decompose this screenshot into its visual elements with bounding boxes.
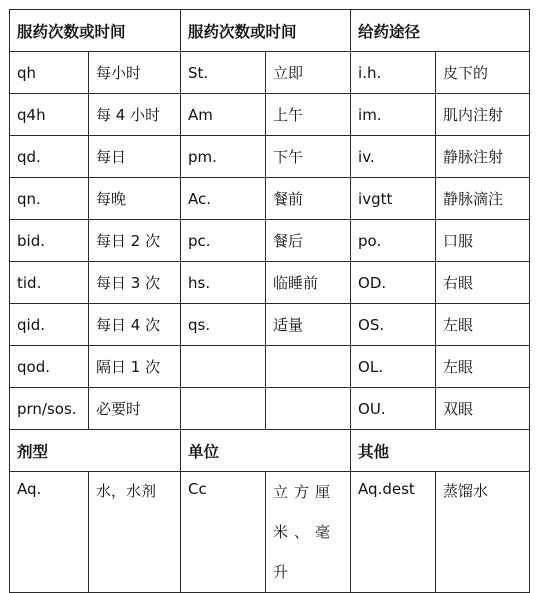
table-cell: Cc bbox=[181, 472, 266, 593]
table-cell: 左眼 bbox=[436, 304, 530, 346]
table-cell: bid. bbox=[10, 220, 89, 262]
table-cell: 静脉注射 bbox=[436, 136, 530, 178]
table-cell: 每小时 bbox=[89, 52, 181, 94]
table-cell: prn/sos. bbox=[10, 388, 89, 430]
table-cell bbox=[181, 388, 266, 430]
table-cell: 皮下的 bbox=[436, 52, 530, 94]
table-row bbox=[10, 304, 530, 346]
table-cell: 临睡前 bbox=[266, 262, 351, 304]
table-cell: 肌内注射 bbox=[436, 94, 530, 136]
table-cell: OS. bbox=[351, 304, 436, 346]
table-cell: 上午 bbox=[266, 94, 351, 136]
table-row bbox=[10, 346, 530, 388]
table-cell: q4h bbox=[10, 94, 89, 136]
table-cell: 每日 4 次 bbox=[89, 304, 181, 346]
table-cell: St. bbox=[181, 52, 266, 94]
table-row bbox=[10, 52, 530, 94]
table-cell bbox=[266, 346, 351, 388]
table-cell: qn. bbox=[10, 178, 89, 220]
table-cell: 立方厘米、毫升 bbox=[266, 472, 351, 593]
header-row bbox=[10, 10, 530, 52]
header-frequency-2: 服药次数或时间 bbox=[181, 10, 351, 52]
table-cell: 立即 bbox=[266, 52, 351, 94]
header-unit: 单位 bbox=[181, 430, 351, 472]
table-row bbox=[10, 94, 530, 136]
table-cell: 双眼 bbox=[436, 388, 530, 430]
table-cell: 水，水剂 bbox=[89, 472, 181, 593]
table-cell: 右眼 bbox=[436, 262, 530, 304]
table-cell: 适量 bbox=[266, 304, 351, 346]
table-cell: 每日 bbox=[89, 136, 181, 178]
header-frequency-1: 服药次数或时间 bbox=[10, 10, 181, 52]
table-cell: 餐后 bbox=[266, 220, 351, 262]
table-cell: Ac. bbox=[181, 178, 266, 220]
header-dosage-form: 剂型 bbox=[10, 430, 181, 472]
table-row bbox=[10, 262, 530, 304]
table-cell: tid. bbox=[10, 262, 89, 304]
header-route: 给药途径 bbox=[351, 10, 530, 52]
table-cell: 左眼 bbox=[436, 346, 530, 388]
header-row-2 bbox=[10, 430, 530, 472]
table-cell bbox=[266, 388, 351, 430]
table-cell: pm. bbox=[181, 136, 266, 178]
table-cell: OL. bbox=[351, 346, 436, 388]
table-cell: 下午 bbox=[266, 136, 351, 178]
header-other: 其他 bbox=[351, 430, 530, 472]
table-cell: qod. bbox=[10, 346, 89, 388]
table-row bbox=[10, 220, 530, 262]
table-cell bbox=[181, 346, 266, 388]
table-cell: 每 4 小时 bbox=[89, 94, 181, 136]
table-row bbox=[10, 178, 530, 220]
table-cell: ivgtt bbox=[351, 178, 436, 220]
table-cell: po. bbox=[351, 220, 436, 262]
table-cell: Aq. bbox=[10, 472, 89, 593]
table-cell: i.h. bbox=[351, 52, 436, 94]
table-cell: hs. bbox=[181, 262, 266, 304]
table-cell: qd. bbox=[10, 136, 89, 178]
table-cell: Aq.dest bbox=[351, 472, 436, 593]
table-cell: 餐前 bbox=[266, 178, 351, 220]
table-cell: 静脉滴注 bbox=[436, 178, 530, 220]
table-cell: OU. bbox=[351, 388, 436, 430]
prescription-abbreviation-table bbox=[9, 9, 530, 593]
table-row bbox=[10, 388, 530, 430]
table-cell: qs. bbox=[181, 304, 266, 346]
table-cell: pc. bbox=[181, 220, 266, 262]
table-cell: im. bbox=[351, 94, 436, 136]
table-cell: OD. bbox=[351, 262, 436, 304]
table-cell: 每晚 bbox=[89, 178, 181, 220]
table-cell: 每日 2 次 bbox=[89, 220, 181, 262]
table-cell: qh bbox=[10, 52, 89, 94]
table-cell: 蒸馏水 bbox=[436, 472, 530, 593]
table-cell: 必要时 bbox=[89, 388, 181, 430]
table-cell: Am bbox=[181, 94, 266, 136]
table-cell: 隔日 1 次 bbox=[89, 346, 181, 388]
table-row bbox=[10, 472, 530, 593]
table-cell: iv. bbox=[351, 136, 436, 178]
table-cell: 口服 bbox=[436, 220, 530, 262]
table-row bbox=[10, 136, 530, 178]
table-cell: 每日 3 次 bbox=[89, 262, 181, 304]
table-cell: qid. bbox=[10, 304, 89, 346]
